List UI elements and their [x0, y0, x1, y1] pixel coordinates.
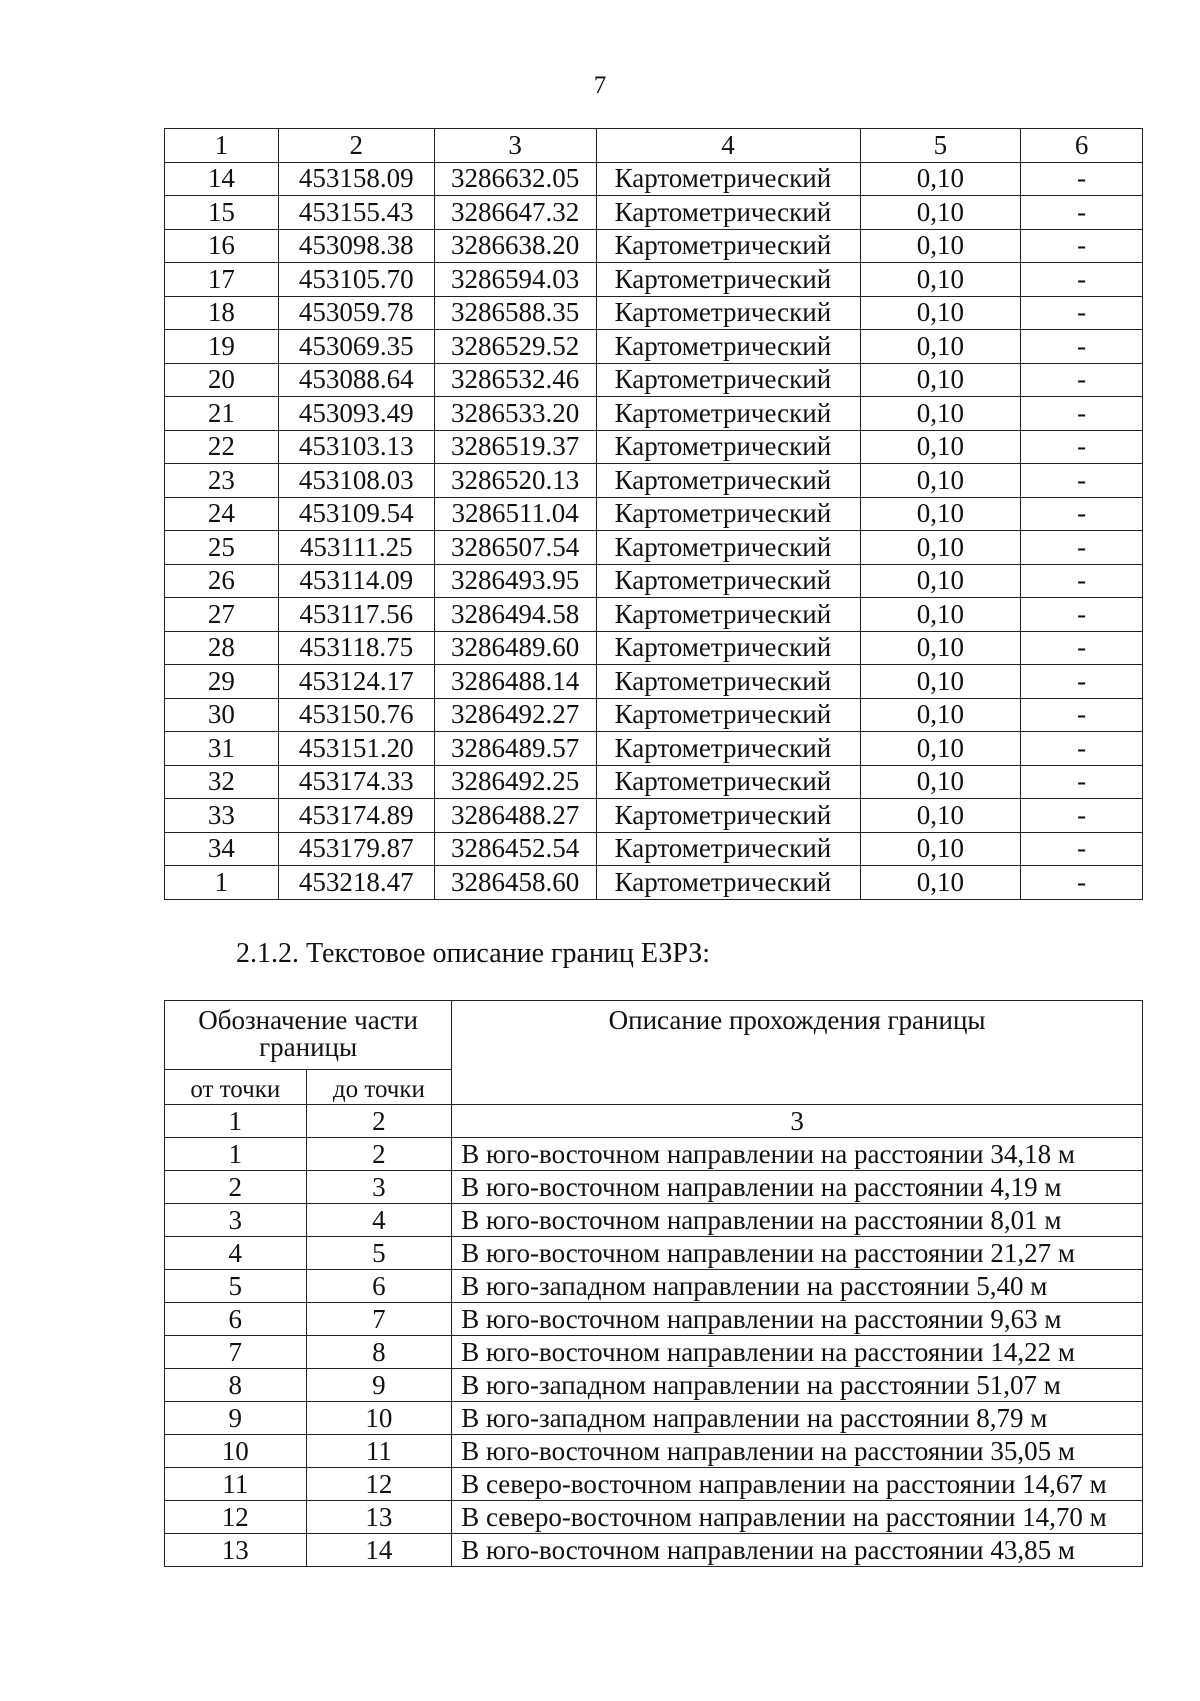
y-coordinate-cell: 3286452.54	[434, 832, 596, 866]
to-point-cell: 13	[306, 1501, 452, 1534]
to-point-cell: 10	[306, 1402, 452, 1435]
table-row	[165, 229, 1143, 263]
table-row	[165, 1270, 1143, 1303]
y-coordinate-cell: 3286488.27	[434, 799, 596, 833]
table-row	[165, 598, 1143, 632]
point-number-cell: 32	[165, 765, 279, 799]
method-cell: Картометрический	[596, 497, 860, 531]
section-title: 2.1.2. Текстовое описание границ ЕЗРЗ:	[236, 938, 711, 969]
note-cell: -	[1021, 430, 1143, 464]
x-coordinate-cell: 453105.70	[278, 263, 434, 297]
coordinates-table	[164, 128, 1143, 900]
note-cell: -	[1021, 631, 1143, 665]
note-cell: -	[1021, 363, 1143, 397]
method-cell: Картометрический	[596, 564, 860, 598]
y-coordinate-cell: 3286511.04	[434, 497, 596, 531]
y-coordinate-cell: 3286529.52	[434, 330, 596, 364]
note-cell: -	[1021, 799, 1143, 833]
accuracy-cell: 0,10	[860, 363, 1021, 397]
x-coordinate-cell: 453109.54	[278, 497, 434, 531]
x-coordinate-cell: 453117.56	[278, 598, 434, 632]
from-point-cell: 4	[165, 1237, 307, 1270]
method-cell: Картометрический	[596, 832, 860, 866]
y-coordinate-cell: 3286458.60	[434, 866, 596, 900]
accuracy-cell: 0,10	[860, 296, 1021, 330]
note-cell: -	[1021, 296, 1143, 330]
to-point-cell: 8	[306, 1336, 452, 1369]
x-coordinate-cell: 453111.25	[278, 531, 434, 565]
table-row	[165, 832, 1143, 866]
point-number-cell: 17	[165, 263, 279, 297]
note-cell: -	[1021, 698, 1143, 732]
accuracy-cell: 0,10	[860, 330, 1021, 364]
numbering-cell: 2	[306, 1105, 452, 1138]
table-row	[165, 1501, 1143, 1534]
to-point-cell: 5	[306, 1237, 452, 1270]
accuracy-cell: 0,10	[860, 263, 1021, 297]
point-number-cell: 28	[165, 631, 279, 665]
point-number-cell: 14	[165, 162, 279, 196]
table-row	[165, 1171, 1143, 1204]
from-point-cell: 1	[165, 1138, 307, 1171]
x-coordinate-cell: 453088.64	[278, 363, 434, 397]
point-number-cell: 19	[165, 330, 279, 364]
table-row	[165, 363, 1143, 397]
table-row	[165, 1336, 1143, 1369]
description-cell: В юго-восточном направлении на расстоянии 4,19 м	[452, 1171, 1143, 1204]
from-point-cell: 11	[165, 1468, 307, 1501]
column-number-cell: 4	[596, 129, 860, 163]
accuracy-cell: 0,10	[860, 531, 1021, 565]
table-row	[165, 162, 1143, 196]
description-cell: В юго-восточном направлении на расстоянии 35,05 м	[452, 1435, 1143, 1468]
point-number-cell: 33	[165, 799, 279, 833]
to-point-cell: 11	[306, 1435, 452, 1468]
to-point-cell: 12	[306, 1468, 452, 1501]
description-cell: В северо-восточном направлении на расстоянии 14,70 м	[452, 1501, 1143, 1534]
to-point-cell: 3	[306, 1171, 452, 1204]
method-cell: Картометрический	[596, 196, 860, 230]
y-coordinate-cell: 3286507.54	[434, 531, 596, 565]
x-coordinate-cell: 453108.03	[278, 464, 434, 498]
method-cell: Картометрический	[596, 363, 860, 397]
point-number-cell: 20	[165, 363, 279, 397]
table-row	[165, 1369, 1143, 1402]
note-cell: -	[1021, 832, 1143, 866]
note-cell: -	[1021, 162, 1143, 196]
column-number-cell: 6	[1021, 129, 1143, 163]
table-row	[165, 397, 1143, 431]
to-point-cell: 4	[306, 1204, 452, 1237]
y-coordinate-cell: 3286594.03	[434, 263, 596, 297]
point-number-cell: 22	[165, 430, 279, 464]
x-coordinate-cell: 453158.09	[278, 162, 434, 196]
accuracy-cell: 0,10	[860, 564, 1021, 598]
note-cell: -	[1021, 497, 1143, 531]
point-number-cell: 27	[165, 598, 279, 632]
x-coordinate-cell: 453151.20	[278, 732, 434, 766]
from-point-cell: 6	[165, 1303, 307, 1336]
method-cell: Картометрический	[596, 799, 860, 833]
x-coordinate-cell: 453114.09	[278, 564, 434, 598]
to-point-cell: 6	[306, 1270, 452, 1303]
point-number-cell: 30	[165, 698, 279, 732]
table-row	[165, 1204, 1143, 1237]
table-row	[165, 1402, 1143, 1435]
description-cell: В юго-восточном направлении на расстоянии 9,63 м	[452, 1303, 1143, 1336]
point-number-cell: 26	[165, 564, 279, 598]
from-point-cell: 10	[165, 1435, 307, 1468]
note-cell: -	[1021, 598, 1143, 632]
accuracy-cell: 0,10	[860, 799, 1021, 833]
x-coordinate-cell: 453174.33	[278, 765, 434, 799]
from-point-cell: 7	[165, 1336, 307, 1369]
accuracy-cell: 0,10	[860, 698, 1021, 732]
accuracy-cell: 0,10	[860, 464, 1021, 498]
accuracy-cell: 0,10	[860, 397, 1021, 431]
note-cell: -	[1021, 866, 1143, 900]
x-coordinate-cell: 453124.17	[278, 665, 434, 699]
numbering-cell: 1	[165, 1105, 307, 1138]
x-coordinate-cell: 453118.75	[278, 631, 434, 665]
x-coordinate-cell: 453179.87	[278, 832, 434, 866]
description-cell: В юго-западном направлении на расстоянии 5,40 м	[452, 1270, 1143, 1303]
x-coordinate-cell: 453174.89	[278, 799, 434, 833]
column-number-cell: 3	[434, 129, 596, 163]
y-coordinate-cell: 3286489.57	[434, 732, 596, 766]
from-point-cell: 8	[165, 1369, 307, 1402]
point-number-cell: 25	[165, 531, 279, 565]
boundary-description-table	[164, 1000, 1143, 1567]
header-row	[165, 129, 1143, 163]
method-cell: Картометрический	[596, 531, 860, 565]
table-row	[165, 631, 1143, 665]
from-point-cell: 2	[165, 1171, 307, 1204]
header-to-point: до точки	[306, 1070, 452, 1105]
x-coordinate-cell: 453218.47	[278, 866, 434, 900]
header-boundary-part: Обозначение части границы	[165, 1001, 452, 1070]
x-coordinate-cell: 453150.76	[278, 698, 434, 732]
table-row	[165, 464, 1143, 498]
method-cell: Картометрический	[596, 665, 860, 699]
method-cell: Картометрический	[596, 732, 860, 766]
description-cell: В юго-восточном направлении на расстоянии 21,27 м	[452, 1237, 1143, 1270]
description-cell: В северо-восточном направлении на расстоянии 14,67 м	[452, 1468, 1143, 1501]
point-number-cell: 29	[165, 665, 279, 699]
method-cell: Картометрический	[596, 397, 860, 431]
method-cell: Картометрический	[596, 631, 860, 665]
y-coordinate-cell: 3286492.27	[434, 698, 596, 732]
note-cell: -	[1021, 464, 1143, 498]
table-row	[165, 1468, 1143, 1501]
y-coordinate-cell: 3286638.20	[434, 229, 596, 263]
table-row	[165, 263, 1143, 297]
point-number-cell: 15	[165, 196, 279, 230]
description-cell: В юго-восточном направлении на расстоянии 8,01 м	[452, 1204, 1143, 1237]
header-row	[165, 1001, 1143, 1070]
y-coordinate-cell: 3286489.60	[434, 631, 596, 665]
x-coordinate-cell: 453103.13	[278, 430, 434, 464]
description-cell: В юго-восточном направлении на расстоянии 14,22 м	[452, 1336, 1143, 1369]
point-number-cell: 24	[165, 497, 279, 531]
accuracy-cell: 0,10	[860, 229, 1021, 263]
method-cell: Картометрический	[596, 698, 860, 732]
to-point-cell: 14	[306, 1534, 452, 1567]
table-row	[165, 1435, 1143, 1468]
table-row	[165, 330, 1143, 364]
from-point-cell: 13	[165, 1534, 307, 1567]
column-number-cell: 5	[860, 129, 1021, 163]
page-number: 7	[593, 72, 607, 99]
y-coordinate-cell: 3286492.25	[434, 765, 596, 799]
method-cell: Картометрический	[596, 296, 860, 330]
y-coordinate-cell: 3286488.14	[434, 665, 596, 699]
accuracy-cell: 0,10	[860, 598, 1021, 632]
table-row	[165, 866, 1143, 900]
point-number-cell: 16	[165, 229, 279, 263]
table-row	[165, 1237, 1143, 1270]
point-number-cell: 34	[165, 832, 279, 866]
method-cell: Картометрический	[596, 430, 860, 464]
description-cell: В юго-восточном направлении на расстоянии 34,18 м	[452, 1138, 1143, 1171]
accuracy-cell: 0,10	[860, 732, 1021, 766]
header-boundary-description: Описание прохождения границы	[452, 1001, 1143, 1105]
y-coordinate-cell: 3286532.46	[434, 363, 596, 397]
method-cell: Картометрический	[596, 330, 860, 364]
table-row	[165, 698, 1143, 732]
table-row	[165, 1534, 1143, 1567]
note-cell: -	[1021, 531, 1143, 565]
y-coordinate-cell: 3286588.35	[434, 296, 596, 330]
y-coordinate-cell: 3286533.20	[434, 397, 596, 431]
method-cell: Картометрический	[596, 263, 860, 297]
y-coordinate-cell: 3286632.05	[434, 162, 596, 196]
note-cell: -	[1021, 330, 1143, 364]
table-row	[165, 799, 1143, 833]
accuracy-cell: 0,10	[860, 497, 1021, 531]
table-row	[165, 1138, 1143, 1171]
table-row	[165, 765, 1143, 799]
table-row	[165, 531, 1143, 565]
from-point-cell: 9	[165, 1402, 307, 1435]
numbering-cell: 3	[452, 1105, 1143, 1138]
point-number-cell: 18	[165, 296, 279, 330]
accuracy-cell: 0,10	[860, 832, 1021, 866]
table-row	[165, 732, 1143, 766]
point-number-cell: 31	[165, 732, 279, 766]
to-point-cell: 9	[306, 1369, 452, 1402]
x-coordinate-cell: 453093.49	[278, 397, 434, 431]
y-coordinate-cell: 3286493.95	[434, 564, 596, 598]
description-cell: В юго-восточном направлении на расстоянии 43,85 м	[452, 1534, 1143, 1567]
method-cell: Картометрический	[596, 464, 860, 498]
x-coordinate-cell: 453098.38	[278, 229, 434, 263]
note-cell: -	[1021, 196, 1143, 230]
to-point-cell: 2	[306, 1138, 452, 1171]
note-cell: -	[1021, 765, 1143, 799]
x-coordinate-cell: 453069.35	[278, 330, 434, 364]
note-cell: -	[1021, 397, 1143, 431]
accuracy-cell: 0,10	[860, 631, 1021, 665]
method-cell: Картометрический	[596, 229, 860, 263]
column-number-cell: 2	[278, 129, 434, 163]
note-cell: -	[1021, 263, 1143, 297]
column-number-cell: 1	[165, 129, 279, 163]
from-point-cell: 5	[165, 1270, 307, 1303]
point-number-cell: 1	[165, 866, 279, 900]
x-coordinate-cell: 453155.43	[278, 196, 434, 230]
table-row	[165, 430, 1143, 464]
x-coordinate-cell: 453059.78	[278, 296, 434, 330]
table-row	[165, 497, 1143, 531]
table-row	[165, 564, 1143, 598]
accuracy-cell: 0,10	[860, 765, 1021, 799]
method-cell: Картометрический	[596, 162, 860, 196]
from-point-cell: 12	[165, 1501, 307, 1534]
accuracy-cell: 0,10	[860, 162, 1021, 196]
table-row	[165, 296, 1143, 330]
method-cell: Картометрический	[596, 598, 860, 632]
table-row	[165, 1303, 1143, 1336]
from-point-cell: 3	[165, 1204, 307, 1237]
table-row	[165, 196, 1143, 230]
note-cell: -	[1021, 564, 1143, 598]
y-coordinate-cell: 3286519.37	[434, 430, 596, 464]
numbering-row	[165, 1105, 1143, 1138]
note-cell: -	[1021, 665, 1143, 699]
to-point-cell: 7	[306, 1303, 452, 1336]
accuracy-cell: 0,10	[860, 866, 1021, 900]
note-cell: -	[1021, 229, 1143, 263]
method-cell: Картометрический	[596, 866, 860, 900]
accuracy-cell: 0,10	[860, 665, 1021, 699]
table-row	[165, 665, 1143, 699]
note-cell: -	[1021, 732, 1143, 766]
y-coordinate-cell: 3286647.32	[434, 196, 596, 230]
header-from-point: от точки	[165, 1070, 307, 1105]
accuracy-cell: 0,10	[860, 430, 1021, 464]
point-number-cell: 23	[165, 464, 279, 498]
y-coordinate-cell: 3286494.58	[434, 598, 596, 632]
point-number-cell: 21	[165, 397, 279, 431]
y-coordinate-cell: 3286520.13	[434, 464, 596, 498]
accuracy-cell: 0,10	[860, 196, 1021, 230]
description-cell: В юго-западном направлении на расстоянии 51,07 м	[452, 1369, 1143, 1402]
method-cell: Картометрический	[596, 765, 860, 799]
description-cell: В юго-западном направлении на расстоянии 8,79 м	[452, 1402, 1143, 1435]
